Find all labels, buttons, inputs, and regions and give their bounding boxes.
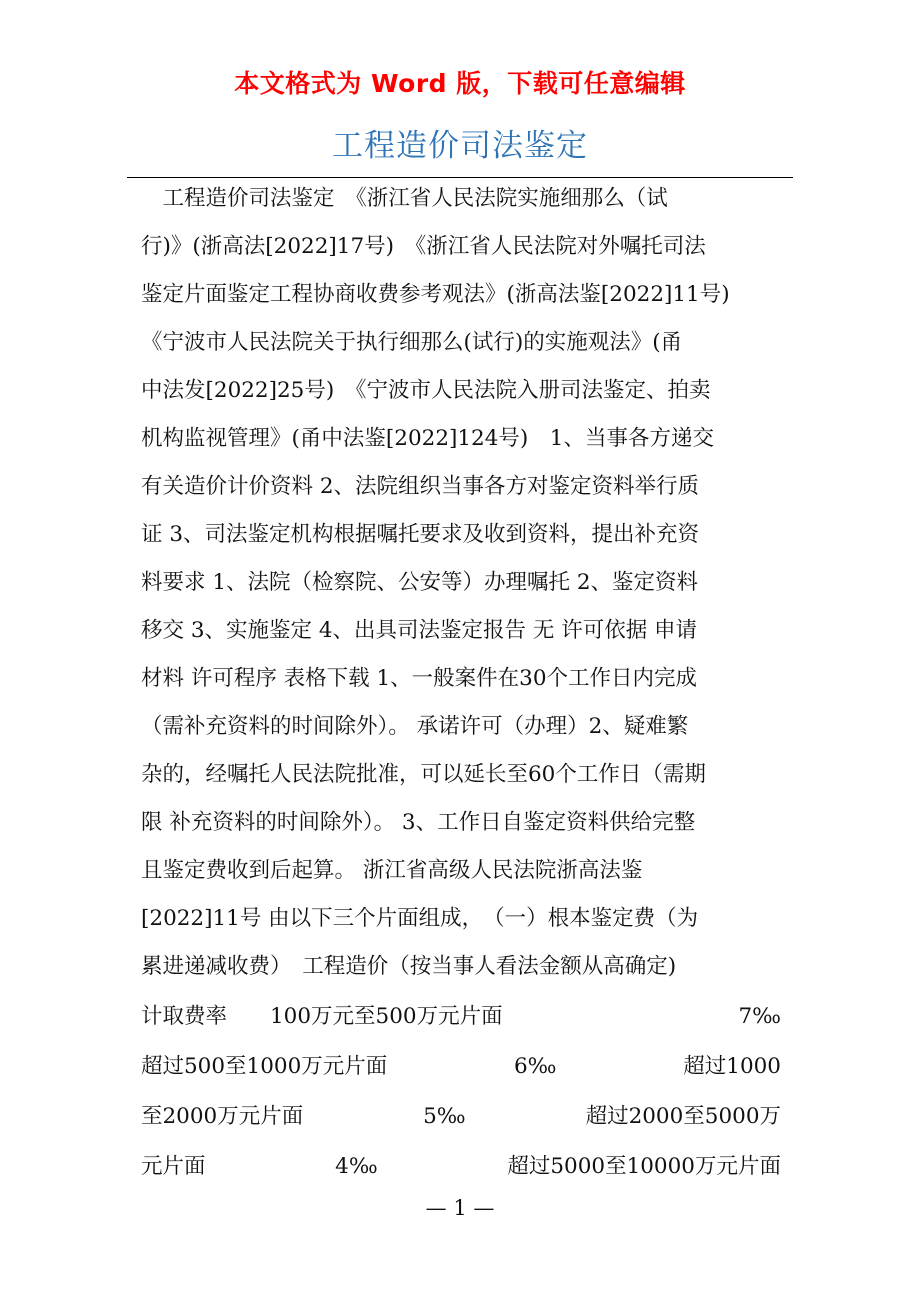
text-line: 移交 3、实施鉴定 4、出具司法鉴定报告 无 许可依据 申请 [141, 618, 698, 643]
text-line: 限 补充资料的时间除外）。 3、工作日自鉴定资料供给完整 [141, 810, 696, 835]
rate-row [141, 1052, 781, 1082]
text-line: 材料 许可程序 表格下载 1、一般案件在30个工作日内完成 [141, 666, 698, 691]
text-line: （需补充资料的时间除外）。 承诺许可（办理）2、疑难繁 [141, 714, 689, 739]
rate-row [141, 1002, 781, 1032]
text-line: 有关造价计价资料 2、法院组织当事各方对鉴定资料举行质 [141, 474, 700, 499]
rate-label: 元片面 [141, 1154, 206, 1179]
text-line: 且鉴定费收到后起算。 浙江省高级人民法院浙高法鉴 [141, 858, 643, 883]
rate-next: 超过2000至5000万 [585, 1104, 781, 1129]
title-divider [127, 177, 793, 178]
rate-value: 4‰ [335, 1154, 378, 1179]
rate-row [141, 1152, 781, 1182]
rate-label: 至2000万元片面 [141, 1104, 304, 1129]
download-banner: 本文格式为 Word 版，下载可任意编辑 [234, 69, 686, 98]
rate-value: 7‰ [738, 1004, 781, 1029]
text-line: 鉴定片面鉴定工程协商收费参考观法》(浙高法鉴[2022]11号) [141, 282, 730, 307]
rate-value: 6‰ [514, 1054, 557, 1079]
rate-next: 超过5000至10000万元片面 [507, 1154, 781, 1179]
rate-row [141, 1102, 781, 1132]
text-line: 证 3、司法鉴定机构根据嘱托要求及收到资料，提出补充资 [141, 522, 700, 547]
text-line: 杂的，经嘱托人民法院批准，可以延长至60个工作日（需期 [141, 762, 706, 787]
text-line: 料要求 1、法院（检察院、公安等）办理嘱托 2、鉴定资料 [141, 570, 699, 595]
document-title: 工程造价司法鉴定 [332, 128, 588, 164]
rate-value: 5‰ [423, 1104, 466, 1129]
text-line: 《宁波市人民法院关于执行细那么(试行)的实施观法》(甬 [141, 330, 683, 355]
rate-next: 超过1000 [683, 1054, 781, 1079]
text-line: 中法发[2022]25号) 《宁波市人民法院入册司法鉴定、拍卖 [141, 378, 711, 403]
text-line: 机构监视管理》(甬中法鉴[2022]124号) 1、当事各方递交 [141, 426, 714, 451]
text-line: [2022]11号 由以下三个片面组成， （一）根本鉴定费（为 [141, 906, 699, 931]
rate-label: 超过500至1000万元片面 [141, 1054, 388, 1079]
page-number: — 1 — [425, 1196, 495, 1220]
rate-label: 计取费率 100万元至500万元片面 [141, 1004, 503, 1029]
text-line: 工程造价司法鉴定 《浙江省人民法院实施细那么（试 [141, 186, 668, 211]
text-line: 累进递减收费） 工程造价（按当事人看法金额从高确定) [141, 954, 677, 979]
text-line: 行)》(浙高法[2022]17号) 《浙江省人民法院对外嘱托司法 [141, 234, 706, 259]
